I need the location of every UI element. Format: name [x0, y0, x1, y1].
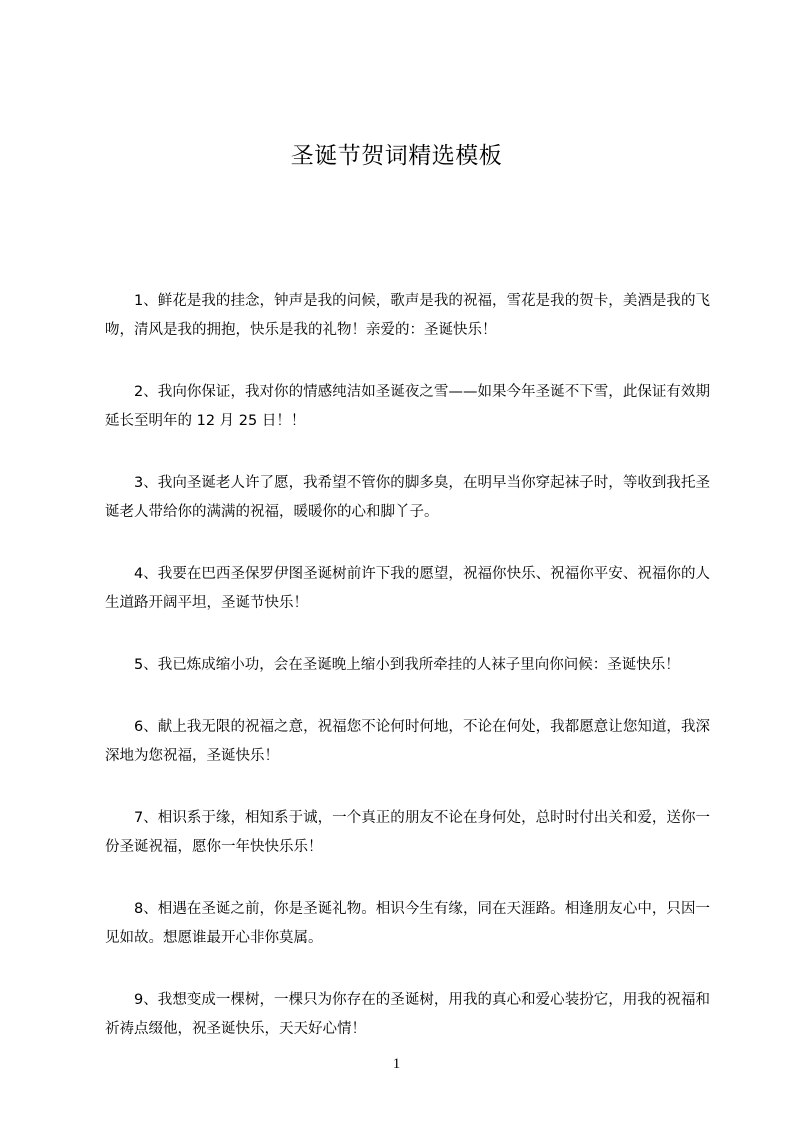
greeting-paragraph-9: 9、我想变成一棵树，一棵只为你存在的圣诞树，用我的真心和爱心装扮它，用我的祝福和祈祷点缀他，祝圣诞快乐，天天好心情！ — [105, 992, 710, 1037]
greeting-paragraph-7: 7、相识系于缘，相知系于诚，一个真正的朋友不论在身何处，总时时付出关和爱，送你一份圣诞祝福，愿你一年快快乐乐！ — [105, 810, 710, 855]
document-body — [105, 287, 710, 1077]
greeting-paragraph-5: 5、我已炼成缩小功，会在圣诞晚上缩小到我所牵挂的人袜子里向你问候：圣诞快乐！ — [134, 657, 680, 673]
greeting-paragraph-2: 2、我向你保证，我对你的情感纯洁如圣诞夜之雪——如果今年圣诞不下雪，此保证有效期延长至明年的 12 月 25 日！！ — [105, 384, 710, 429]
greeting-paragraph-6: 6、献上我无限的祝福之意，祝福您不论何时何地，不论在何处，我都愿意让您知道，我深深地为您祝福，圣诞快乐！ — [105, 719, 710, 764]
page-number: 1 — [392, 1056, 401, 1072]
greeting-paragraph-4: 4、我要在巴西圣保罗伊图圣诞树前许下我的愿望，祝福你快乐、祝福你平安、祝福你的人生道路开阔平坦，圣诞节快乐！ — [105, 566, 710, 611]
greeting-paragraph-1: 1、鲜花是我的挂念，钟声是我的问候，歌声是我的祝福，雪花是我的贺卡，美酒是我的飞吻，清风是我的拥抱，快乐是我的礼物！亲爱的：圣诞快乐！ — [105, 293, 710, 338]
greeting-paragraph-8: 8、相遇在圣诞之前，你是圣诞礼物。相识今生有缘，同在天涯路。相逢朋友心中，只因一见如故。想愿谁最开心非你莫属。 — [105, 901, 710, 946]
document-title: 圣诞节贺词精选模板 — [290, 143, 503, 169]
greeting-paragraph-3: 3、我向圣诞老人许了愿，我希望不管你的脚多臭，在明早当你穿起袜子时，等收到我托圣诞老人带给你的满满的祝福，暖暖你的心和脚丫子。 — [105, 475, 710, 520]
